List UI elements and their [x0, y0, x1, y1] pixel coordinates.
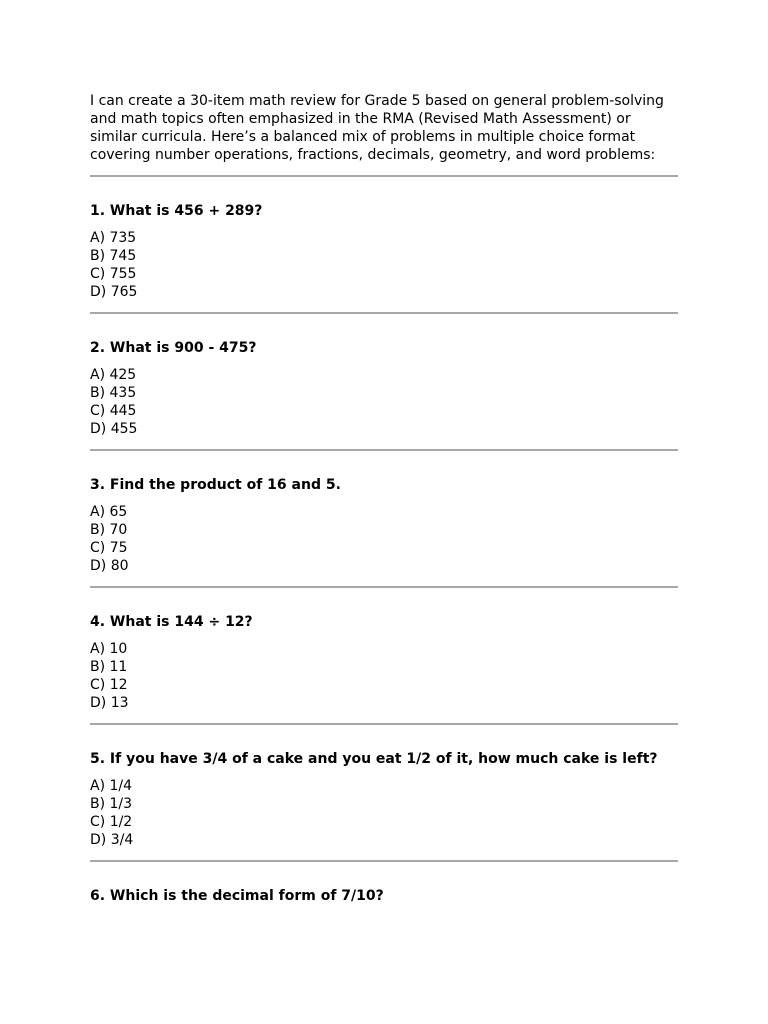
option-b: B) 435 — [90, 385, 137, 401]
option-b: B) 70 — [90, 522, 128, 538]
section-divider — [90, 175, 678, 177]
option-c: C) 1/2 — [90, 814, 133, 830]
answer-options — [90, 366, 678, 438]
question-text: 1. What is 456 + 289? — [90, 203, 263, 219]
option-d: D) 80 — [90, 558, 129, 574]
section-divider — [90, 449, 678, 451]
option-d: D) 3/4 — [90, 832, 134, 848]
answer-options — [90, 777, 678, 849]
question-5 — [90, 750, 678, 849]
question-2 — [90, 339, 678, 438]
question-4 — [90, 613, 678, 712]
option-b: B) 1/3 — [90, 796, 133, 812]
option-a: A) 425 — [90, 367, 137, 383]
option-c: C) 12 — [90, 677, 128, 693]
question-text: 4. What is 144 ÷ 12? — [90, 614, 253, 630]
option-d: D) 13 — [90, 695, 129, 711]
section-divider — [90, 586, 678, 588]
option-c: C) 755 — [90, 266, 137, 282]
question-text: 6. Which is the decimal form of 7/10? — [90, 888, 384, 904]
answer-options — [90, 229, 678, 301]
option-c: C) 75 — [90, 540, 128, 556]
option-d: D) 455 — [90, 421, 138, 437]
question-text: 5. If you have 3/4 of a cake and you eat 1/2 of it, how much cake is left? — [90, 751, 658, 767]
option-c: C) 445 — [90, 403, 137, 419]
section-divider — [90, 860, 678, 862]
section-divider — [90, 723, 678, 725]
option-b: B) 745 — [90, 248, 137, 264]
question-6 — [90, 887, 678, 905]
section-divider — [90, 312, 678, 314]
answer-options — [90, 503, 678, 575]
answer-options — [90, 640, 678, 712]
question-text: 2. What is 900 - 475? — [90, 340, 257, 356]
option-a: A) 735 — [90, 230, 137, 246]
option-a: A) 1/4 — [90, 778, 133, 794]
intro-paragraph: I can create a 30-item math review for Grade 5 based on general problem-solving and math topics often emphasized in the RMA (Revised Math Assessment) or similar curricula. Here’s a balanced mix of problems in multiple choice format covering number operations, fractions, decimals, geometry, and word problems: — [90, 93, 664, 163]
option-b: B) 11 — [90, 659, 128, 675]
option-a: A) 10 — [90, 641, 128, 657]
question-text: 3. Find the product of 16 and 5. — [90, 477, 341, 493]
option-d: D) 765 — [90, 284, 138, 300]
option-a: A) 65 — [90, 504, 128, 520]
question-1 — [90, 202, 678, 301]
question-3 — [90, 476, 678, 575]
